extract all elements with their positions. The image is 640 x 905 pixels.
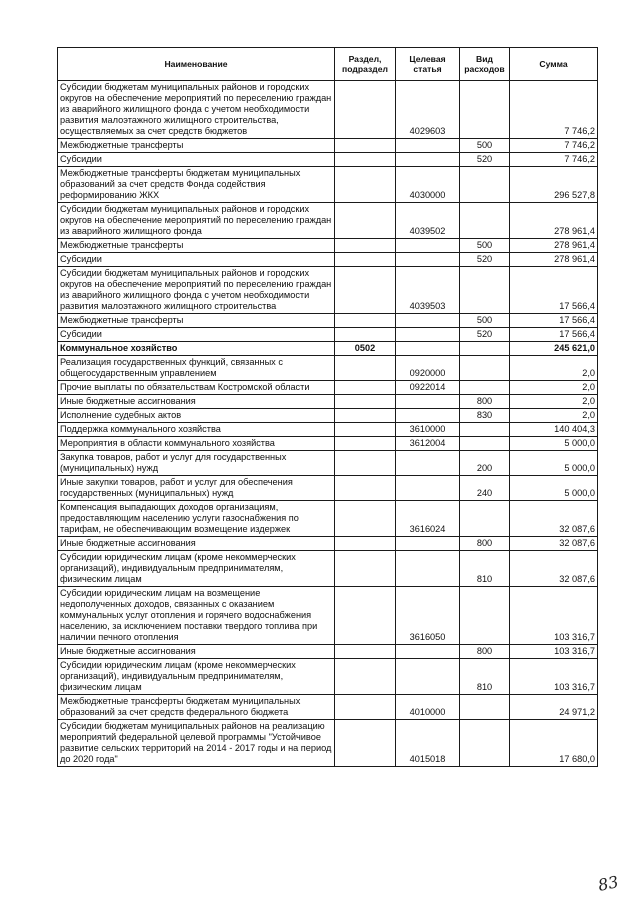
cell-section — [335, 720, 396, 767]
cell-name: Межбюджетные трансферты бюджетам муниципальных образований за счет средств Фонда содействия реформированию ЖКХ — [58, 167, 335, 203]
header-kind: Вид расходов — [460, 48, 510, 81]
cell-name: Иные бюджетные ассигнования — [58, 645, 335, 659]
cell-kind: 500 — [460, 239, 510, 253]
cell-target: 3616024 — [396, 501, 460, 537]
cell-name: Субсидии бюджетам муниципальных районов и городских округов на обеспечение мероприятий по переселению граждан из аварийного жилищного фонда с учетом необходимости развития малоэтажного жилищного строительства — [58, 267, 335, 314]
cell-target: 3612004 — [396, 437, 460, 451]
cell-sum: 7 746,2 — [510, 153, 598, 167]
cell-target: 4029603 — [396, 81, 460, 139]
cell-sum: 7 746,2 — [510, 81, 598, 139]
cell-section — [335, 409, 396, 423]
cell-section — [335, 695, 396, 720]
table-row — [58, 239, 598, 253]
cell-section — [335, 314, 396, 328]
cell-sum: 103 316,7 — [510, 645, 598, 659]
cell-target: 4010000 — [396, 695, 460, 720]
cell-name: Субсидии бюджетам муниципальных районов и городских округов на обеспечение мероприятий по переселению граждан из аварийного жилищного фонда — [58, 203, 335, 239]
budget-table-sheet — [57, 47, 597, 767]
cell-section — [335, 423, 396, 437]
cell-target: 0920000 — [396, 356, 460, 381]
table-row — [58, 253, 598, 267]
table-row — [58, 381, 598, 395]
cell-name: Субсидии бюджетам муниципальных районов и городских округов на обеспечение мероприятий по переселению граждан из аварийного жилищного фонда с учетом необходимости развития малоэтажного жилищного строительства, осуществляемых за счет средств бюджетов — [58, 81, 335, 139]
cell-sum: 17 680,0 — [510, 720, 598, 767]
table-row — [58, 537, 598, 551]
cell-target: 4030000 — [396, 167, 460, 203]
table-row — [58, 695, 598, 720]
cell-section — [335, 395, 396, 409]
cell-target — [396, 253, 460, 267]
cell-sum: 278 961,4 — [510, 239, 598, 253]
table-row — [58, 153, 598, 167]
cell-target: 4039502 — [396, 203, 460, 239]
cell-name: Субсидии — [58, 328, 335, 342]
cell-target — [396, 551, 460, 587]
cell-sum: 2,0 — [510, 409, 598, 423]
table-row — [58, 267, 598, 314]
cell-target — [396, 409, 460, 423]
table-row — [58, 437, 598, 451]
cell-name: Субсидии бюджетам муниципальных районов на реализацию мероприятий федеральной целевой программы "Устойчивое развитие сельских территорий на 2014 - 2017 годы и на период до 2020 года" — [58, 720, 335, 767]
cell-section — [335, 501, 396, 537]
cell-sum: 2,0 — [510, 381, 598, 395]
cell-name: Исполнение судебных актов — [58, 409, 335, 423]
cell-target — [396, 153, 460, 167]
cell-target — [396, 659, 460, 695]
cell-name: Межбюджетные трансферты — [58, 314, 335, 328]
cell-kind — [460, 423, 510, 437]
cell-sum: 17 566,4 — [510, 267, 598, 314]
table-row — [58, 451, 598, 476]
cell-section — [335, 537, 396, 551]
cell-target: 4039503 — [396, 267, 460, 314]
cell-kind — [460, 342, 510, 356]
cell-sum: 103 316,7 — [510, 587, 598, 645]
cell-kind — [460, 501, 510, 537]
cell-section — [335, 239, 396, 253]
cell-sum: 245 621,0 — [510, 342, 598, 356]
cell-section: 0502 — [335, 342, 396, 356]
table-row — [58, 167, 598, 203]
table-row — [58, 139, 598, 153]
table-row — [58, 501, 598, 537]
cell-section — [335, 659, 396, 695]
cell-kind — [460, 720, 510, 767]
cell-section — [335, 451, 396, 476]
cell-kind — [460, 381, 510, 395]
cell-section — [335, 203, 396, 239]
cell-name: Межбюджетные трансферты — [58, 139, 335, 153]
cell-kind: 800 — [460, 537, 510, 551]
cell-section — [335, 587, 396, 645]
header-section: Раздел, подраздел — [335, 48, 396, 81]
table-row — [58, 314, 598, 328]
cell-target: 3616050 — [396, 587, 460, 645]
cell-sum: 140 404,3 — [510, 423, 598, 437]
cell-section — [335, 476, 396, 501]
cell-section — [335, 81, 396, 139]
cell-sum: 296 527,8 — [510, 167, 598, 203]
cell-name: Компенсация выпадающих доходов организациям, предоставляющим населению услуги газоснабжения по тарифам, не обеспечивающим возмещение издержек — [58, 501, 335, 537]
cell-target: 0922014 — [396, 381, 460, 395]
cell-kind: 520 — [460, 328, 510, 342]
cell-target — [396, 395, 460, 409]
table-row — [58, 328, 598, 342]
cell-target — [396, 328, 460, 342]
cell-target — [396, 451, 460, 476]
cell-kind — [460, 695, 510, 720]
cell-kind: 520 — [460, 253, 510, 267]
cell-target — [396, 239, 460, 253]
table-row — [58, 645, 598, 659]
cell-section — [335, 437, 396, 451]
cell-kind — [460, 437, 510, 451]
cell-target: 3610000 — [396, 423, 460, 437]
cell-kind — [460, 267, 510, 314]
cell-section — [335, 153, 396, 167]
cell-sum: 2,0 — [510, 395, 598, 409]
cell-kind: 240 — [460, 476, 510, 501]
cell-kind: 810 — [460, 551, 510, 587]
cell-kind — [460, 587, 510, 645]
cell-name: Межбюджетные трансферты — [58, 239, 335, 253]
cell-target — [396, 537, 460, 551]
cell-sum: 5 000,0 — [510, 476, 598, 501]
table-row — [58, 587, 598, 645]
cell-name: Субсидии юридическим лицам (кроме некоммерческих организаций), индивидуальным предпринимателям, физическим лицам — [58, 551, 335, 587]
cell-sum: 5 000,0 — [510, 451, 598, 476]
cell-sum: 2,0 — [510, 356, 598, 381]
table-row — [58, 81, 598, 139]
cell-section — [335, 253, 396, 267]
cell-kind: 520 — [460, 153, 510, 167]
cell-name: Субсидии — [58, 253, 335, 267]
cell-kind: 200 — [460, 451, 510, 476]
cell-kind: 810 — [460, 659, 510, 695]
cell-sum: 103 316,7 — [510, 659, 598, 695]
cell-sum: 5 000,0 — [510, 437, 598, 451]
table-row — [58, 356, 598, 381]
page-number: 83 — [596, 872, 621, 895]
cell-section — [335, 381, 396, 395]
cell-name: Иные бюджетные ассигнования — [58, 537, 335, 551]
cell-name: Прочие выплаты по обязательствам Костромской области — [58, 381, 335, 395]
table-body — [58, 81, 598, 767]
cell-name: Межбюджетные трансферты бюджетам муниципальных образований за счет средств федерального бюджета — [58, 695, 335, 720]
cell-target — [396, 139, 460, 153]
table-row — [58, 659, 598, 695]
cell-sum: 32 087,6 — [510, 551, 598, 587]
cell-name: Субсидии юридическим лицам на возмещение недополученных доходов, связанных с оказанием коммунальных услуг отопления и горячего водоснабжения населению, за исключением поставки твердого топлива при наличии печного отопления — [58, 587, 335, 645]
table-row — [58, 423, 598, 437]
cell-sum: 24 971,2 — [510, 695, 598, 720]
table-row — [58, 203, 598, 239]
cell-sum: 278 961,4 — [510, 253, 598, 267]
cell-kind: 830 — [460, 409, 510, 423]
cell-kind: 500 — [460, 314, 510, 328]
budget-table — [57, 47, 598, 767]
cell-section — [335, 167, 396, 203]
cell-kind: 500 — [460, 139, 510, 153]
cell-target — [396, 314, 460, 328]
table-row — [58, 720, 598, 767]
header-name: Наименование — [58, 48, 335, 81]
cell-target — [396, 342, 460, 356]
table-row — [58, 476, 598, 501]
header-sum: Сумма — [510, 48, 598, 81]
table-row — [58, 395, 598, 409]
cell-section — [335, 551, 396, 587]
table-row — [58, 551, 598, 587]
cell-kind: 800 — [460, 645, 510, 659]
cell-target: 4015018 — [396, 720, 460, 767]
cell-target — [396, 645, 460, 659]
cell-kind — [460, 167, 510, 203]
cell-target — [396, 476, 460, 501]
header-target: Целевая статья — [396, 48, 460, 81]
cell-name: Реализация государственных функций, связанных с общегосударственным управлением — [58, 356, 335, 381]
cell-section — [335, 356, 396, 381]
cell-section — [335, 139, 396, 153]
cell-kind: 800 — [460, 395, 510, 409]
cell-kind — [460, 356, 510, 381]
cell-sum: 7 746,2 — [510, 139, 598, 153]
table-row — [58, 409, 598, 423]
table-row — [58, 342, 598, 356]
table-header-row — [58, 48, 598, 81]
cell-kind — [460, 81, 510, 139]
cell-name: Субсидии юридическим лицам (кроме некоммерческих организаций), индивидуальным предпринимателям, физическим лицам — [58, 659, 335, 695]
cell-section — [335, 645, 396, 659]
cell-name: Иные закупки товаров, работ и услуг для обеспечения государственных (муниципальных) нужд — [58, 476, 335, 501]
cell-section — [335, 328, 396, 342]
cell-name: Коммунальное хозяйство — [58, 342, 335, 356]
cell-name: Мероприятия в области коммунального хозяйства — [58, 437, 335, 451]
cell-sum: 17 566,4 — [510, 328, 598, 342]
cell-name: Поддержка коммунального хозяйства — [58, 423, 335, 437]
cell-sum: 32 087,6 — [510, 537, 598, 551]
cell-name: Закупка товаров, работ и услуг для государственных (муниципальных) нужд — [58, 451, 335, 476]
cell-name: Иные бюджетные ассигнования — [58, 395, 335, 409]
cell-name: Субсидии — [58, 153, 335, 167]
cell-kind — [460, 203, 510, 239]
cell-sum: 32 087,6 — [510, 501, 598, 537]
cell-sum: 17 566,4 — [510, 314, 598, 328]
cell-sum: 278 961,4 — [510, 203, 598, 239]
cell-section — [335, 267, 396, 314]
